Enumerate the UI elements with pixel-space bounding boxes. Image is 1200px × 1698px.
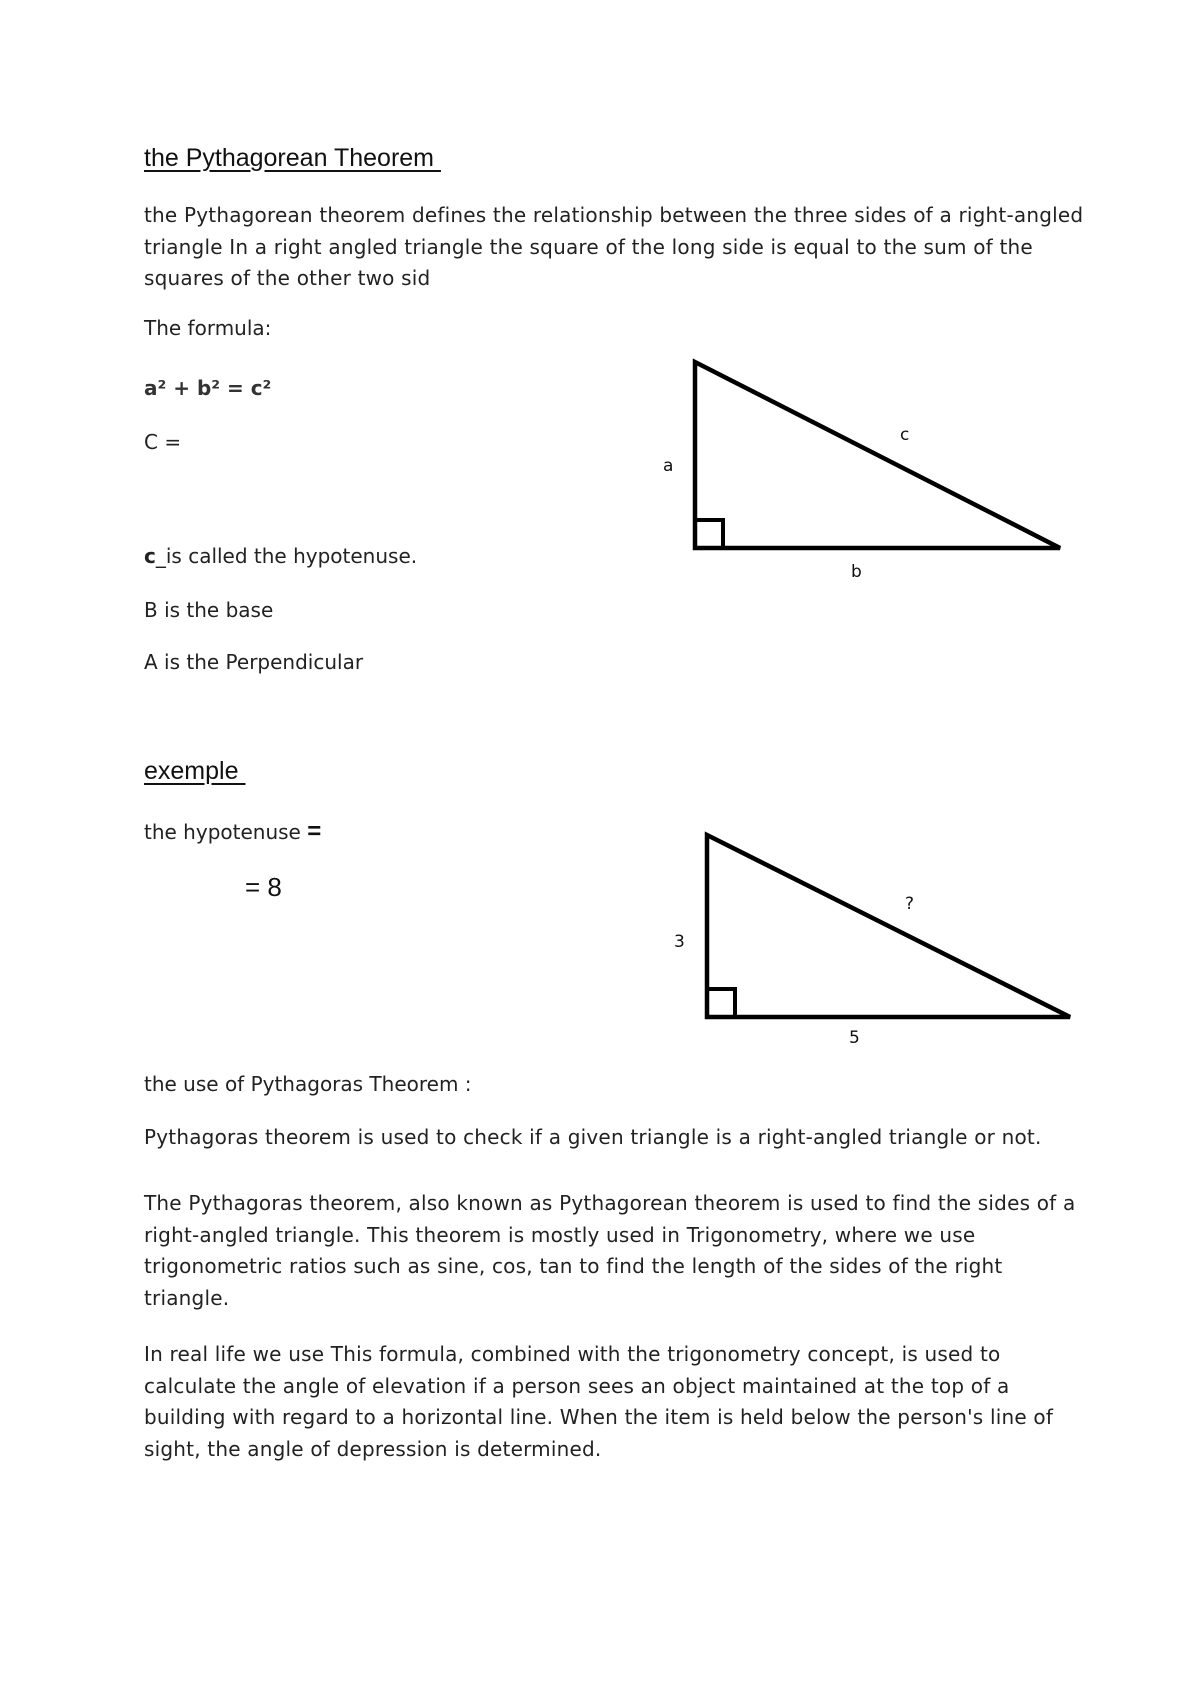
right-angle-marker: [707, 989, 735, 1017]
hypotenuse-line: [144, 544, 417, 568]
section-title-example: exemple: [144, 757, 246, 785]
base-line: B is the base: [144, 598, 274, 622]
triangle-shape: [707, 835, 1070, 1017]
section-title-pythagorean-theorem: the Pythagorean Theorem: [144, 144, 441, 172]
side-label-5: 5: [849, 1028, 860, 1048]
use-paragraph-3: In real life we use This formula, combined with the trigonometry concept, is used to calculate the angle of elevation if a person sees an object maintained at the top of a building with regard to a horizontal line. When the item is held below the person's line of sight, the angle of depression is determined.: [144, 1342, 1054, 1461]
use-title: the use of Pythagoras Theorem :: [144, 1072, 472, 1096]
side-label-3: 3: [674, 932, 685, 952]
example-result: = 8: [245, 872, 282, 902]
hypotenuse-label: the hypotenuse: [144, 820, 308, 844]
formula-label: The formula:: [144, 316, 272, 340]
right-angle-marker: [695, 520, 723, 548]
hypotenuse-text: _is called the hypotenuse.: [155, 544, 418, 568]
side-label-c: c: [900, 425, 910, 445]
hypotenuse-equation: [144, 818, 321, 846]
perpendicular-line: A is the Perpendicular: [144, 650, 364, 674]
formula: a² + b² = c²: [144, 376, 272, 400]
side-label-a: a: [663, 456, 674, 476]
triangle-diagram-abc: [640, 340, 1080, 600]
triangle-diagram-example: [640, 815, 1080, 1075]
c-bold-letter: c: [144, 544, 156, 568]
equals-sign: =: [307, 818, 322, 845]
side-label-b: b: [851, 562, 862, 582]
c-equals: C =: [144, 430, 182, 454]
use-paragraph-2: The Pythagoras theorem, also known as Pythagorean theorem is used to find the sides of a right-angled triangle. This theorem is mostly used in Trigonometry, where we use trigonometric ratios such as sine, cos, tan to find the length of the sides of the right triangle.: [144, 1191, 1076, 1310]
intro-paragraph: the Pythagorean theorem defines the relationship between the three sides of a right-angled triangle In a right angled triangle the square of the long side is equal to the sum of the squares of the other two sid: [144, 203, 1084, 290]
triangle-shape: [695, 362, 1060, 548]
use-paragraph-1: Pythagoras theorem is used to check if a given triangle is a right-angled triangle or not.: [144, 1125, 1042, 1149]
side-label-question: ?: [905, 894, 915, 914]
